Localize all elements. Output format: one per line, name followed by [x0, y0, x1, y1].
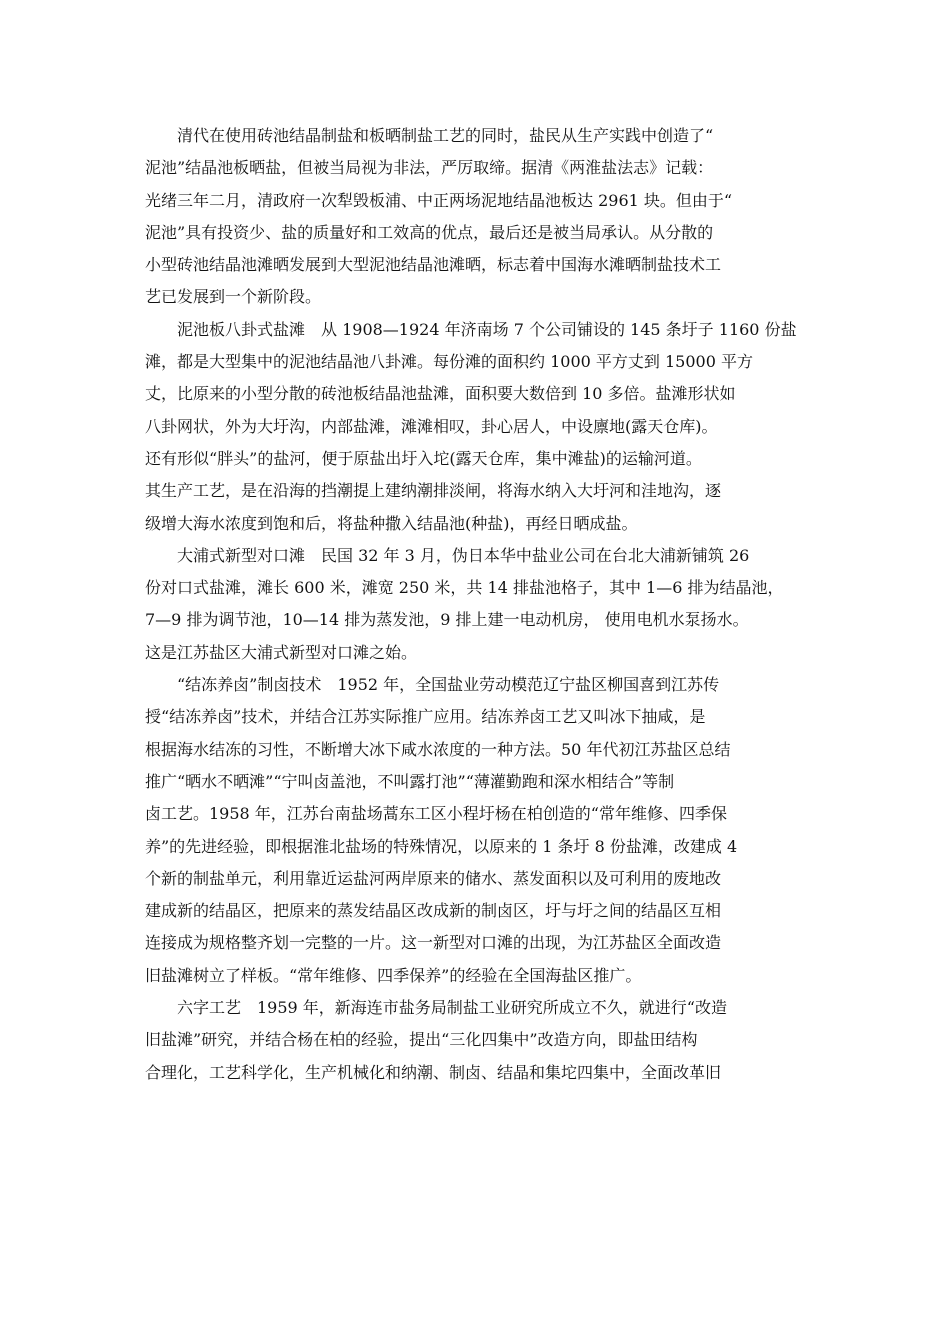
text-line: 泥池”具有投资少、盐的质量好和工效高的优点，最后还是被当局承认。从分散的	[145, 222, 714, 242]
text-line: 推广“晒水不晒滩”“宁叫卤盖池，不叫露打池”“薄灌勤跑和深水相结合”等制	[145, 771, 675, 791]
text-line: 清代在使用砖池结晶制盐和板晒制盐工艺的同时，盐民从生产实践中创造了“	[177, 126, 714, 145]
text-line: 份对口式盐滩，滩长 600 米，滩宽 250 米，共 14 排盐池格子，其中 1—6 排为结晶池，	[145, 578, 784, 598]
body-text	[145, 120, 797, 1089]
text-line: 泥池板八卦式盐滩 从 1908—1924 年济南场 7 个公司铺设的 145 条圩子 1160 份盐	[177, 319, 797, 339]
text-line: 连接成为规格整齐划一完整的一片。这一新型对口滩的出现，为江苏盐区全面改造	[145, 933, 722, 953]
text-line: 授“结冻养卤”技术，并结合江苏实际推广应用。结冻养卤工艺又叫冰下抽咸，是	[145, 707, 706, 727]
text-line: 这是江苏盐区大浦式新型对口滩之始。	[145, 642, 418, 662]
text-line: 小型砖池结晶池滩晒发展到大型泥池结晶池滩晒，标志着中国海水滩晒制盐技术工	[145, 255, 722, 275]
text-line: 滩，都是大型集中的泥池结晶池八卦滩。每份滩的面积约 1000 平方丈到 15000 平方	[145, 352, 753, 372]
text-line: 大浦式新型对口滩 民国 32 年 3 月，伪日本华中盐业公司在台北大浦新铺筑 26	[177, 545, 750, 565]
text-line: 泥池”结晶池板晒盐，但被当局视为非法，严厉取缔。据清《两淮盐法志》记载：	[145, 158, 714, 178]
text-line: 光绪三年二月，清政府一次犁毁板浦、中正两场泥地结晶池板达 2961 块。但由于“	[145, 190, 733, 210]
text-line: 还有形似“胖头”的盐河，便于原盐出圩入坨(露天仓库，集中滩盐)的运输河道。	[145, 448, 702, 468]
text-line: 个新的制盐单元，利用靠近运盐河两岸原来的储水、蒸发面积以及可利用的废地改	[145, 868, 722, 888]
text-line: 根据海水结冻的习性，不断增大冰下咸水浓度的一种方法。50 年代初江苏盐区总结	[145, 739, 731, 759]
text-line: “结冻养卤”制卤技术 1952 年，全国盐业劳动模范辽宁盐区柳国喜到江苏传	[177, 675, 720, 695]
text-line: 旧盐滩”研究，并结合杨在柏的经验，提出“三化四集中”改造方向，即盐田结构	[145, 1030, 698, 1050]
text-line: 合理化，工艺科学化，生产机械化和纳潮、制卤、结晶和集坨四集中，全面改革旧	[145, 1062, 722, 1082]
text-line: 旧盐滩树立了样板。“常年维修、四季保养”的经验在全国海盐区推广。	[145, 965, 642, 985]
text-line: 六字工艺 1959 年，新海连市盐务局制盐工业研究所成立不久，就进行“改造	[177, 998, 727, 1018]
text-line: 卤工艺。1958 年，江苏台南盐场蒿东工区小程圩杨在柏创造的“常年维修、四季保	[145, 804, 727, 824]
text-line: 建成新的结晶区，把原来的蒸发结晶区改成新的制卤区，圩与圩之间的结晶区互相	[145, 901, 722, 921]
text-line: 养”的先进经验，即根据淮北盐场的特殊情况，以原来的 1 条圩 8 份盐滩，改建成 4	[145, 836, 738, 856]
text-line: 丈，比原来的小型分散的砖池板结晶池盐滩，面积要大数倍到 10 多倍。盐滩形状如	[145, 384, 736, 404]
text-line: 八卦网状，外为大圩沟，内部盐滩，滩滩相叹，卦心居人，中设廪地(露天仓库)。	[145, 416, 718, 436]
text-line: 其生产工艺，是在沿海的挡潮提上建纳潮排淡闸，将海水纳入大圩河和洼地沟，逐	[145, 481, 722, 501]
text-line: 艺已发展到一个新阶段。	[145, 287, 322, 307]
text-line: 7—9 排为调节池，10—14 排为蒸发池，9 排上建一电动机房， 使用电机水泵扬水。	[145, 610, 749, 630]
text-line: 级增大海水浓度到饱和后，将盐种撒入结晶池(种盐)，再经日晒成盐。	[145, 513, 638, 533]
